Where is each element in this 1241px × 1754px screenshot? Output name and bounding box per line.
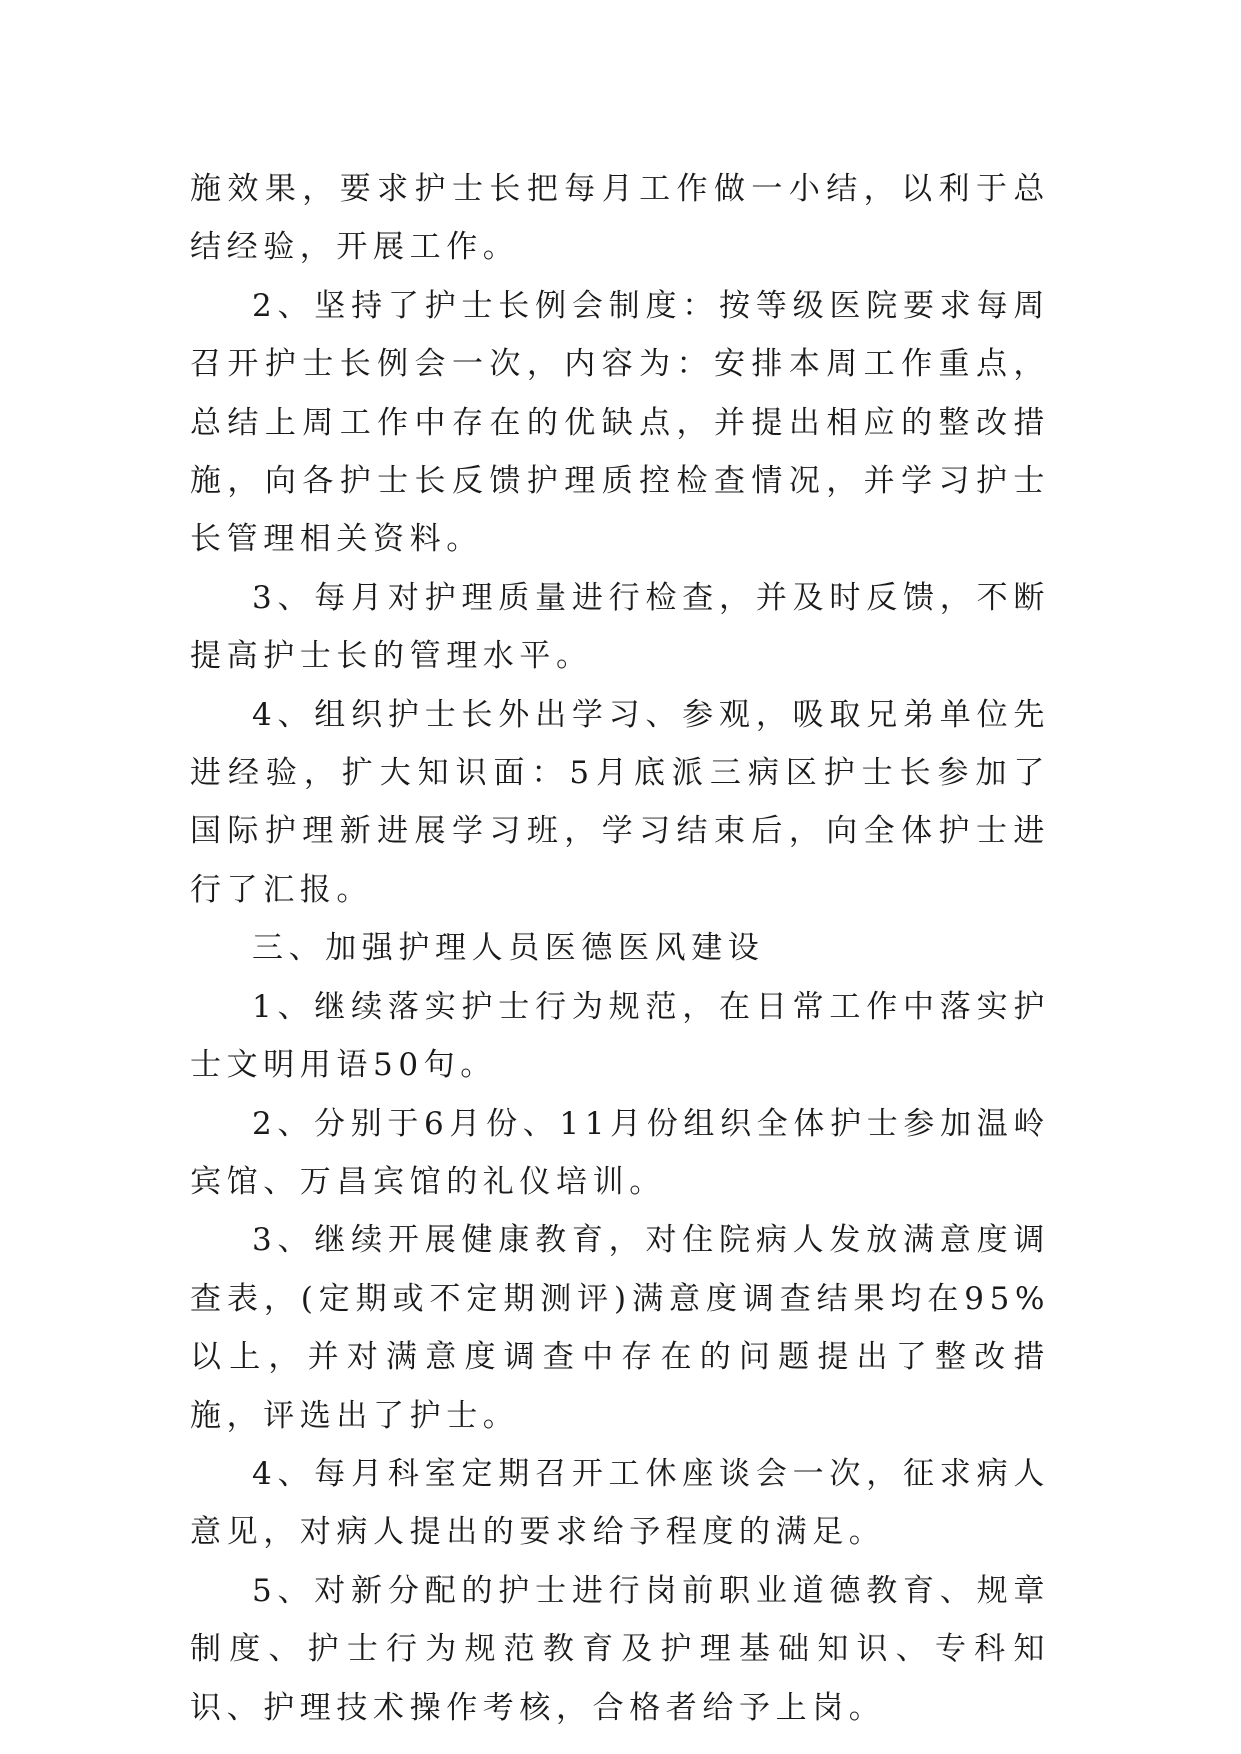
- paragraph-item-2-etiquette-training: 2、分别于6月份、11月份组织全体护士参加温岭宾馆、万昌宾馆的礼仪培训。: [190, 1105, 1050, 1200]
- paragraph-item-4-external-study: 4、组织护士长外出学习、参观，吸取兄弟单位先进经验，扩大知识面：5月底派三病区护士长参加了国际护理新进展学习班，学习结束后，向全体护士进行了汇报。: [190, 696, 1050, 908]
- paragraph-item-2-head-nurse-meeting: 2、坚持了护士长例会制度：按等级医院要求每周召开护士长例会一次，内容为：安排本周工作重点，总结上周工作中存在的优缺点，并提出相应的整改措施，向各护士长反馈护理质控检查情况，并学习护士长管理相关资料。: [190, 287, 1050, 558]
- document-body: [190, 160, 1050, 1737]
- paragraph-continuation: 施效果，要求护士长把每月工作做一小结，以利于总结经验，开展工作。: [190, 171, 1050, 266]
- paragraph-item-5-new-nurse-training: 5、对新分配的护士进行岗前职业道德教育、规章制度、护士行为规范教育及护理基础知识、专科知识、护理技术操作考核，合格者给予上岗。: [190, 1572, 1050, 1726]
- paragraph-item-3-health-education: 3、继续开展健康教育，对住院病人发放满意度调查表，(定期或不定期测评)满意度调查结果均在95%以上，并对满意度调查中存在的问题提出了整改措施，评选出了护士。: [190, 1222, 1050, 1434]
- paragraph-item-4-patient-forum: 4、每月科室定期召开工休座谈会一次，征求病人意见，对病人提出的要求给予程度的满足。: [190, 1455, 1050, 1551]
- section-heading-ethics: 三、加强护理人员医德医风建设: [252, 930, 765, 967]
- paragraph-item-3-quality-check: 3、每月对护理质量进行检查，并及时反馈，不断提高护士长的管理水平。: [190, 579, 1050, 675]
- paragraph-item-1-behavior-norms: 1、继续落实护士行为规范，在日常工作中落实护士文明用语50句。: [190, 988, 1050, 1084]
